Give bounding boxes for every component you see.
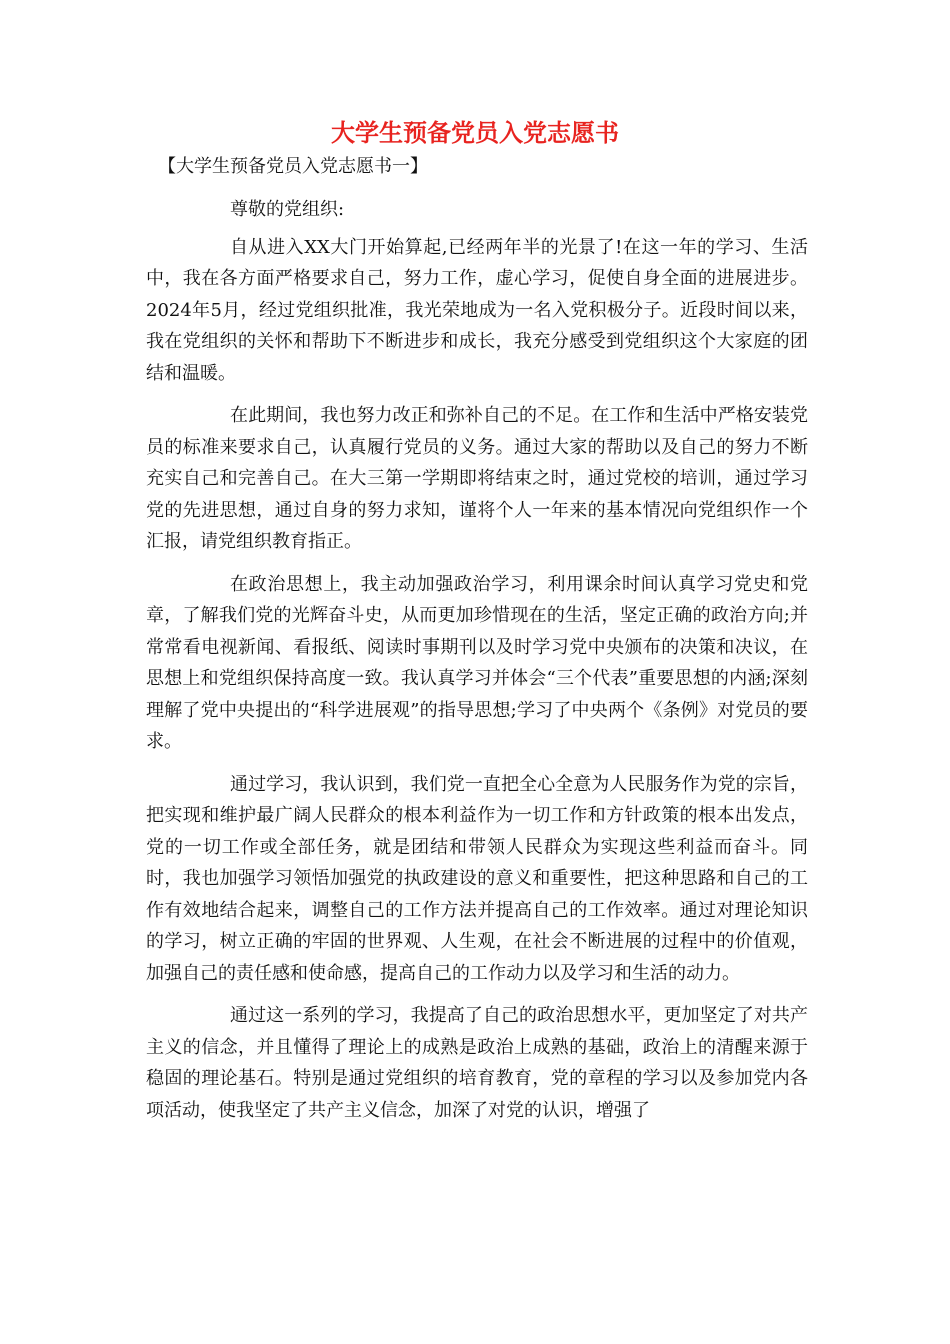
- document-body: [146, 148, 808, 1126]
- document-title: 大学生预备党员入党志愿书: [331, 119, 619, 147]
- paragraph-5: 通过这一系列的学习，我提高了自己的政治思想水平，更加坚定了对共产主义的信念，并且懂得了理论上的成熟是政治上成熟的基础，政治上的清醒来源于稳固的理论基石。特别是通过党组织的培育教育，党的章程的学习以及参加党内各项活动，使我坚定了共产主义信念，加深了对党的认识，增强了: [146, 1005, 808, 1121]
- section-heading: 【大学生预备党员入党志愿书一】: [158, 156, 428, 177]
- paragraph-1: 自从进入XX大门开始算起,已经两年半的光景了!在这一年的学习、生活中，我在各方面严格要求自己，努力工作，虚心学习，促使自身全面的进展进步。2024年5月，经过党组织批准，我光荣地成为一名入党积极分子。近段时间以来，我在党组织的关怀和帮助下不断进步和成长，我充分感受到党组织这个大家庭的团结和温暖。: [146, 236, 808, 384]
- paragraph-4: 通过学习，我认识到，我们党一直把全心全意为人民服务作为党的宗旨，把实现和维护最广阔人民群众的根本利益作为一切工作和方针政策的根本出发点，党的一切工作或全部任务，就是团结和带领人民群众为实现这些利益而奋斗。同时，我也加强学习领悟加强党的执政建设的意义和重要性，把这种思路和自己的工作有效地结合起来，调整自己的工作方法并提高自己的工作效率。通过对理论知识的学习，树立正确的牢固的世界观、人生观，在社会不断进展的过程中的价值观，加强自己的责任感和使命感，提高自己的工作动力以及学习和生活的动力。: [146, 773, 808, 984]
- paragraph-3: 在政治思想上，我主动加强政治学习，利用课余时间认真学习党史和党章，了解我们党的光辉奋斗史，从而更加珍惜现在的生活，坚定正确的政治方向;并常常看电视新闻、看报纸、阅读时事期刊以及时学习党中央颁布的决策和决议，在思想上和党组织保持高度一致。我认真学习并体会“三个代表”重要思想的内涵;深刻理解了党中央提出的“科学进展观”的指导思想;学习了中央两个《条例》对党员的要求。: [146, 573, 808, 752]
- paragraph-2: 在此期间，我也努力改正和弥补自己的不足。在工作和生活中严格安装党员的标准来要求自己，认真履行党员的义务。通过大家的帮助以及自己的努力不断充实自己和完善自己。在大三第一学期即将结束之时，通过党校的培训，通过学习党的先进思想，通过自身的努力求知，谨将个人一年来的基本情况向党组织作一个汇报，请党组织教育指正。: [146, 405, 808, 552]
- salutation: 尊敬的党组织:: [230, 199, 345, 220]
